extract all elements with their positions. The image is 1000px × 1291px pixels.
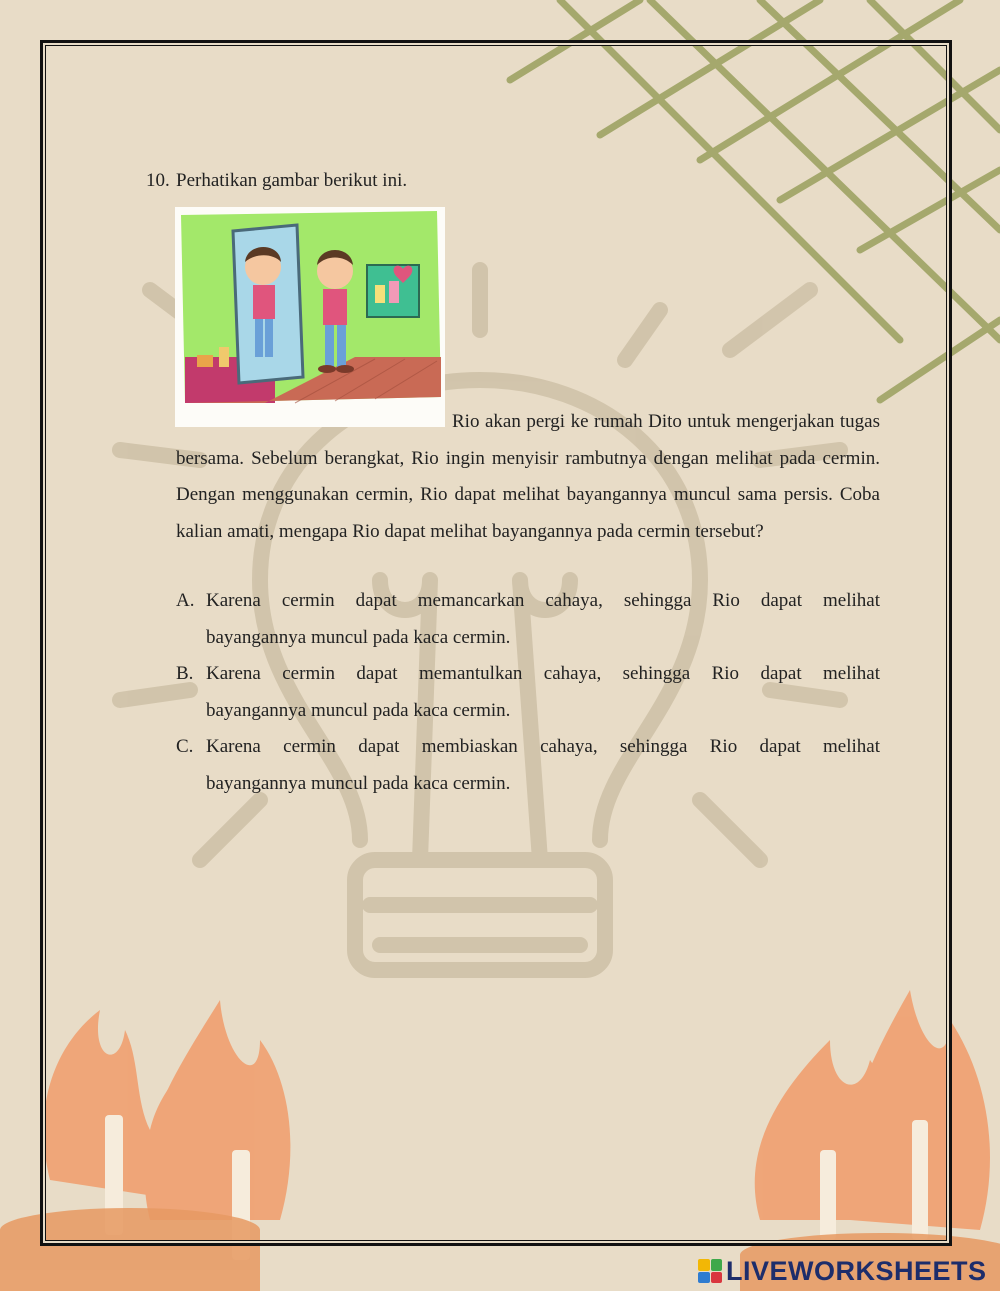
- option-b[interactable]: [176, 656, 880, 729]
- liveworksheets-brand[interactable]: [698, 1257, 987, 1285]
- question-body: [176, 404, 880, 551]
- question-number: 10.: [146, 170, 170, 191]
- question-text: tugas bersama. Sebelum berangkat, Rio ingin menyisir rambutnya dengan melihat pada cermin. Dengan menggunakan cermin, Rio dapat melihat bayangannya muncul sama persis. Coba kalian amati, mengapa Rio dapat melihat bayangannya pada cermin tersebut?: [176, 411, 880, 543]
- option-text-line1: Karena cermin dapat memantulkan cahaya, sehingga Rio dapat melihat: [206, 663, 880, 684]
- option-c[interactable]: [176, 729, 880, 802]
- mirror-illustration: [175, 207, 445, 427]
- liveworksheets-logo-icon: [698, 1259, 722, 1283]
- brand-name: LIVEWORKSHEETS: [726, 1255, 987, 1286]
- option-text-line2: bayangannya muncul pada kaca cermin.: [206, 772, 511, 794]
- option-letter: A.: [176, 590, 195, 611]
- question-first-line: Rio akan pergi ke rumah Dito untuk mengerjakan: [452, 411, 835, 432]
- option-letter: B.: [176, 663, 194, 684]
- option-text-line2: bayangannya muncul pada kaca cermin.: [206, 626, 511, 648]
- option-text-line1: Karena cermin dapat membiaskan cahaya, sehingga Rio dapat melihat: [206, 736, 880, 757]
- option-text-line2: bayangannya muncul pada kaca cermin.: [206, 699, 511, 721]
- question-title: Perhatikan gambar berikut ini.: [176, 170, 408, 191]
- option-a[interactable]: [176, 583, 880, 656]
- option-letter: C.: [176, 736, 194, 757]
- option-text-line1: Karena cermin dapat memancarkan cahaya, sehingga Rio dapat melihat: [206, 590, 880, 611]
